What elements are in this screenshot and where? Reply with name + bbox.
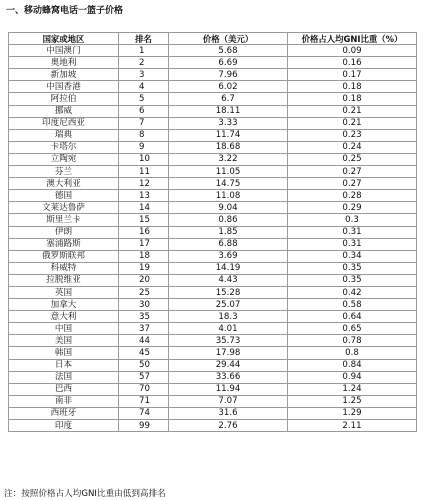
price-cell: 15.28	[169, 286, 288, 298]
country-cell: 中国澳门	[9, 45, 119, 57]
gni-ratio-cell: 0.94	[288, 371, 417, 383]
table-row	[9, 359, 417, 371]
country-cell: 英国	[9, 286, 119, 298]
table-row	[9, 323, 417, 335]
rank-cell: 8	[119, 129, 169, 141]
table-row	[9, 153, 417, 165]
price-cell: 7.96	[169, 69, 288, 81]
country-cell: 立陶宛	[9, 153, 119, 165]
price-cell: 0.86	[169, 214, 288, 226]
country-cell: 巴西	[9, 383, 119, 395]
table-row	[9, 311, 417, 323]
table-row	[9, 262, 417, 274]
gni-ratio-cell: 0.65	[288, 323, 417, 335]
rank-cell: 2	[119, 57, 169, 69]
country-cell: 德国	[9, 190, 119, 202]
price-cell: 29.44	[169, 359, 288, 371]
price-table	[8, 32, 417, 432]
gni-ratio-cell: 0.29	[288, 202, 417, 214]
rank-cell: 45	[119, 347, 169, 359]
column-header-rank: 排名	[119, 33, 169, 45]
country-cell: 卡塔尔	[9, 141, 119, 153]
rank-cell: 50	[119, 359, 169, 371]
gni-ratio-cell: 0.42	[288, 286, 417, 298]
rank-cell: 14	[119, 202, 169, 214]
price-cell: 11.08	[169, 190, 288, 202]
rank-cell: 12	[119, 178, 169, 190]
column-header-gni-ratio: 价格占人均GNI比重（%）	[288, 33, 417, 45]
table-row	[9, 335, 417, 347]
country-cell: 韩国	[9, 347, 119, 359]
country-cell: 奥地利	[9, 57, 119, 69]
table-row	[9, 395, 417, 407]
country-cell: 中国香港	[9, 81, 119, 93]
gni-ratio-cell: 0.21	[288, 105, 417, 117]
gni-ratio-cell: 0.18	[288, 81, 417, 93]
table-row	[9, 286, 417, 298]
country-cell: 科威特	[9, 262, 119, 274]
table-row	[9, 274, 417, 286]
rank-cell: 99	[119, 420, 169, 432]
gni-ratio-cell: 0.64	[288, 311, 417, 323]
table-row	[9, 347, 417, 359]
country-cell: 拉脱维亚	[9, 274, 119, 286]
gni-ratio-cell: 0.27	[288, 178, 417, 190]
price-cell: 4.01	[169, 323, 288, 335]
gni-ratio-cell: 0.09	[288, 45, 417, 57]
table-header-row	[9, 33, 417, 45]
gni-ratio-cell: 0.31	[288, 226, 417, 238]
table-row	[9, 141, 417, 153]
rank-cell: 1	[119, 45, 169, 57]
price-cell: 14.19	[169, 262, 288, 274]
gni-ratio-cell: 0.25	[288, 153, 417, 165]
table-row	[9, 299, 417, 311]
price-cell: 11.94	[169, 383, 288, 395]
footnote: 注：按照价格占人均GNI比重由低到高排名	[4, 489, 166, 499]
table-row	[9, 214, 417, 226]
country-cell: 美国	[9, 335, 119, 347]
gni-ratio-cell: 0.3	[288, 214, 417, 226]
table-row	[9, 420, 417, 432]
price-cell: 4.43	[169, 274, 288, 286]
table-row	[9, 250, 417, 262]
gni-ratio-cell: 2.11	[288, 420, 417, 432]
gni-ratio-cell: 0.16	[288, 57, 417, 69]
rank-cell: 57	[119, 371, 169, 383]
price-cell: 5.68	[169, 45, 288, 57]
price-cell: 3.69	[169, 250, 288, 262]
gni-ratio-cell: 0.18	[288, 93, 417, 105]
rank-cell: 3	[119, 69, 169, 81]
price-cell: 33.66	[169, 371, 288, 383]
rank-cell: 44	[119, 335, 169, 347]
gni-ratio-cell: 0.23	[288, 129, 417, 141]
table-row	[9, 45, 417, 57]
table-body	[9, 45, 417, 432]
price-cell: 3.33	[169, 117, 288, 129]
country-cell: 中国	[9, 323, 119, 335]
rank-cell: 15	[119, 214, 169, 226]
country-cell: 芬兰	[9, 166, 119, 178]
gni-ratio-cell: 0.34	[288, 250, 417, 262]
table-row	[9, 166, 417, 178]
country-cell: 新加坡	[9, 69, 119, 81]
rank-cell: 20	[119, 274, 169, 286]
table-row	[9, 371, 417, 383]
rank-cell: 4	[119, 81, 169, 93]
table-row	[9, 226, 417, 238]
country-cell: 加拿大	[9, 299, 119, 311]
country-cell: 瑞典	[9, 129, 119, 141]
table-row	[9, 105, 417, 117]
table-row	[9, 407, 417, 419]
price-cell: 6.88	[169, 238, 288, 250]
country-cell: 文莱达鲁萨	[9, 202, 119, 214]
table-row	[9, 57, 417, 69]
rank-cell: 13	[119, 190, 169, 202]
rank-cell: 35	[119, 311, 169, 323]
rank-cell: 6	[119, 105, 169, 117]
country-cell: 意大利	[9, 311, 119, 323]
gni-ratio-cell: 0.35	[288, 262, 417, 274]
rank-cell: 71	[119, 395, 169, 407]
country-cell: 法国	[9, 371, 119, 383]
rank-cell: 9	[119, 141, 169, 153]
price-cell: 11.74	[169, 129, 288, 141]
price-cell: 11.05	[169, 166, 288, 178]
country-cell: 伊朗	[9, 226, 119, 238]
section-heading: 一、移动蜂窝电话一篮子价格	[6, 6, 124, 16]
price-cell: 9.04	[169, 202, 288, 214]
price-cell: 18.11	[169, 105, 288, 117]
column-header-price: 价格（美元）	[169, 33, 288, 45]
country-cell: 日本	[9, 359, 119, 371]
rank-cell: 19	[119, 262, 169, 274]
price-cell: 17.98	[169, 347, 288, 359]
rank-cell: 10	[119, 153, 169, 165]
gni-ratio-cell: 0.58	[288, 299, 417, 311]
gni-ratio-cell: 0.84	[288, 359, 417, 371]
price-cell: 31.6	[169, 407, 288, 419]
rank-cell: 18	[119, 250, 169, 262]
price-cell: 6.69	[169, 57, 288, 69]
country-cell: 阿拉伯	[9, 93, 119, 105]
gni-ratio-cell: 0.27	[288, 166, 417, 178]
table-row	[9, 81, 417, 93]
country-cell: 印度尼西亚	[9, 117, 119, 129]
price-cell: 25.07	[169, 299, 288, 311]
table-row	[9, 383, 417, 395]
country-cell: 澳大利亚	[9, 178, 119, 190]
gni-ratio-cell: 0.24	[288, 141, 417, 153]
rank-cell: 74	[119, 407, 169, 419]
country-cell: 南非	[9, 395, 119, 407]
gni-ratio-cell: 0.78	[288, 335, 417, 347]
gni-ratio-cell: 0.17	[288, 69, 417, 81]
price-cell: 3.22	[169, 153, 288, 165]
table-row	[9, 238, 417, 250]
country-cell: 印度	[9, 420, 119, 432]
price-cell: 1.85	[169, 226, 288, 238]
table-row	[9, 129, 417, 141]
country-cell: 西班牙	[9, 407, 119, 419]
gni-ratio-cell: 1.25	[288, 395, 417, 407]
rank-cell: 30	[119, 299, 169, 311]
gni-ratio-cell: 0.8	[288, 347, 417, 359]
price-cell: 35.73	[169, 335, 288, 347]
rank-cell: 25	[119, 286, 169, 298]
country-cell: 斯里兰卡	[9, 214, 119, 226]
price-cell: 14.75	[169, 178, 288, 190]
gni-ratio-cell: 0.21	[288, 117, 417, 129]
gni-ratio-cell: 0.31	[288, 238, 417, 250]
rank-cell: 37	[119, 323, 169, 335]
rank-cell: 7	[119, 117, 169, 129]
rank-cell: 17	[119, 238, 169, 250]
rank-cell: 5	[119, 93, 169, 105]
country-cell: 塞浦路斯	[9, 238, 119, 250]
country-cell: 挪威	[9, 105, 119, 117]
price-cell: 7.07	[169, 395, 288, 407]
table-row	[9, 178, 417, 190]
price-cell: 18.3	[169, 311, 288, 323]
column-header-country: 国家或地区	[9, 33, 119, 45]
price-cell: 2.76	[169, 420, 288, 432]
table-row	[9, 202, 417, 214]
price-cell: 6.02	[169, 81, 288, 93]
gni-ratio-cell: 1.24	[288, 383, 417, 395]
price-cell: 6.7	[169, 93, 288, 105]
table-row	[9, 93, 417, 105]
gni-ratio-cell: 0.35	[288, 274, 417, 286]
price-cell: 18.68	[169, 141, 288, 153]
table-row	[9, 117, 417, 129]
rank-cell: 16	[119, 226, 169, 238]
country-cell: 俄罗斯联邦	[9, 250, 119, 262]
gni-ratio-cell: 0.28	[288, 190, 417, 202]
table-row	[9, 69, 417, 81]
rank-cell: 11	[119, 166, 169, 178]
gni-ratio-cell: 1.29	[288, 407, 417, 419]
rank-cell: 70	[119, 383, 169, 395]
table-row	[9, 190, 417, 202]
